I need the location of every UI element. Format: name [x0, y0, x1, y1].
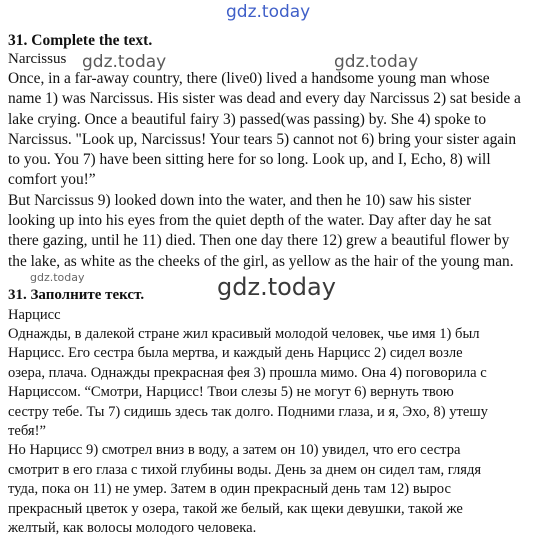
russian-line: Но Нарцисс 9) смотрел вниз в воду, а затем он 10) увидел, что его сестра: [8, 442, 461, 459]
russian-line: озера, плача. Однажды прекрасная фея 3) прошла мимо. Она 4) поговорила с: [8, 364, 487, 381]
watermark-right: gdz.today: [334, 52, 419, 72]
russian-line: Нарциссом. “Смотри, Нарцисс! Твои слезы 5) не могут 6) вернуть твою: [8, 384, 454, 401]
watermark-top: gdz.today: [226, 2, 311, 22]
russian-line: Однажды, в далекой стране жил красивый молодой человек, чье имя 1) был: [8, 326, 480, 342]
english-exercise-heading: 31. Complete the text.: [8, 32, 153, 49]
russian-line: Нарцисс. Его сестра была мертва, и каждый день Нарцисс 2) сидел возле: [8, 345, 463, 362]
russian-section: [8, 286, 534, 538]
russian-line: желтый, как волосы молодого человека.: [8, 520, 257, 537]
russian-line: прекрасный цветок у озера, такой же белый, как щеки девушки, такой же: [8, 500, 463, 517]
watermark-big: gdz.today: [217, 273, 336, 301]
english-line: name 1) was Narcissus. His sister was dead and every day Narcissus 2) sat beside a: [8, 90, 521, 108]
watermark-left: gdz.today: [82, 52, 167, 72]
english-line: Narcissus. "Look up, Narcissus! Your tears 5) cannot not 6) bring your sister again: [8, 130, 517, 148]
english-line: there gazing, until he 11) died. Then one day there 12) grew a beautiful flower by: [8, 232, 510, 250]
english-line: Once, in a far-away country, there (live0) lived a handsome young man whose: [8, 70, 490, 87]
english-line: comfort you!”: [8, 171, 96, 189]
english-line: lake crying. Once a beautiful fairy 3) passed(was passing) by. She 4) spoke to: [8, 110, 487, 128]
english-section: [8, 31, 534, 272]
english-story-title: Narcissus: [8, 51, 67, 67]
russian-story-title: Нарцисс: [8, 306, 61, 323]
russian-line: тебя!”: [8, 423, 46, 440]
english-line: to you. You 7) have been sitting here for so long. Look up, and I, Echo, 8) will: [8, 151, 491, 169]
watermark-small: gdz.today: [30, 271, 85, 284]
english-line: But Narcissus 9) looked down into the water, and then he 10) saw his sister: [8, 191, 472, 209]
russian-line: сестру тебе. Ты 7) сидишь здесь так долго. Подними глаза, и я, Эхо, 8) утешу: [8, 403, 488, 420]
russian-line: смотрит в его глаза с тихой глубины воды. День за днем он сидел там, глядя: [8, 461, 482, 478]
english-line: the lake, as white as the cheeks of the girl, as yellow as the hair of the young man.: [8, 252, 514, 270]
russian-exercise-heading: 31. Заполните текст.: [8, 287, 145, 303]
english-line: looking up into his eyes from the quiet depth of the water. Day after day he sat: [8, 212, 492, 230]
russian-line: туда, пока он 11) не умер. Затем в один прекрасный день там 12) вырос: [8, 481, 451, 498]
